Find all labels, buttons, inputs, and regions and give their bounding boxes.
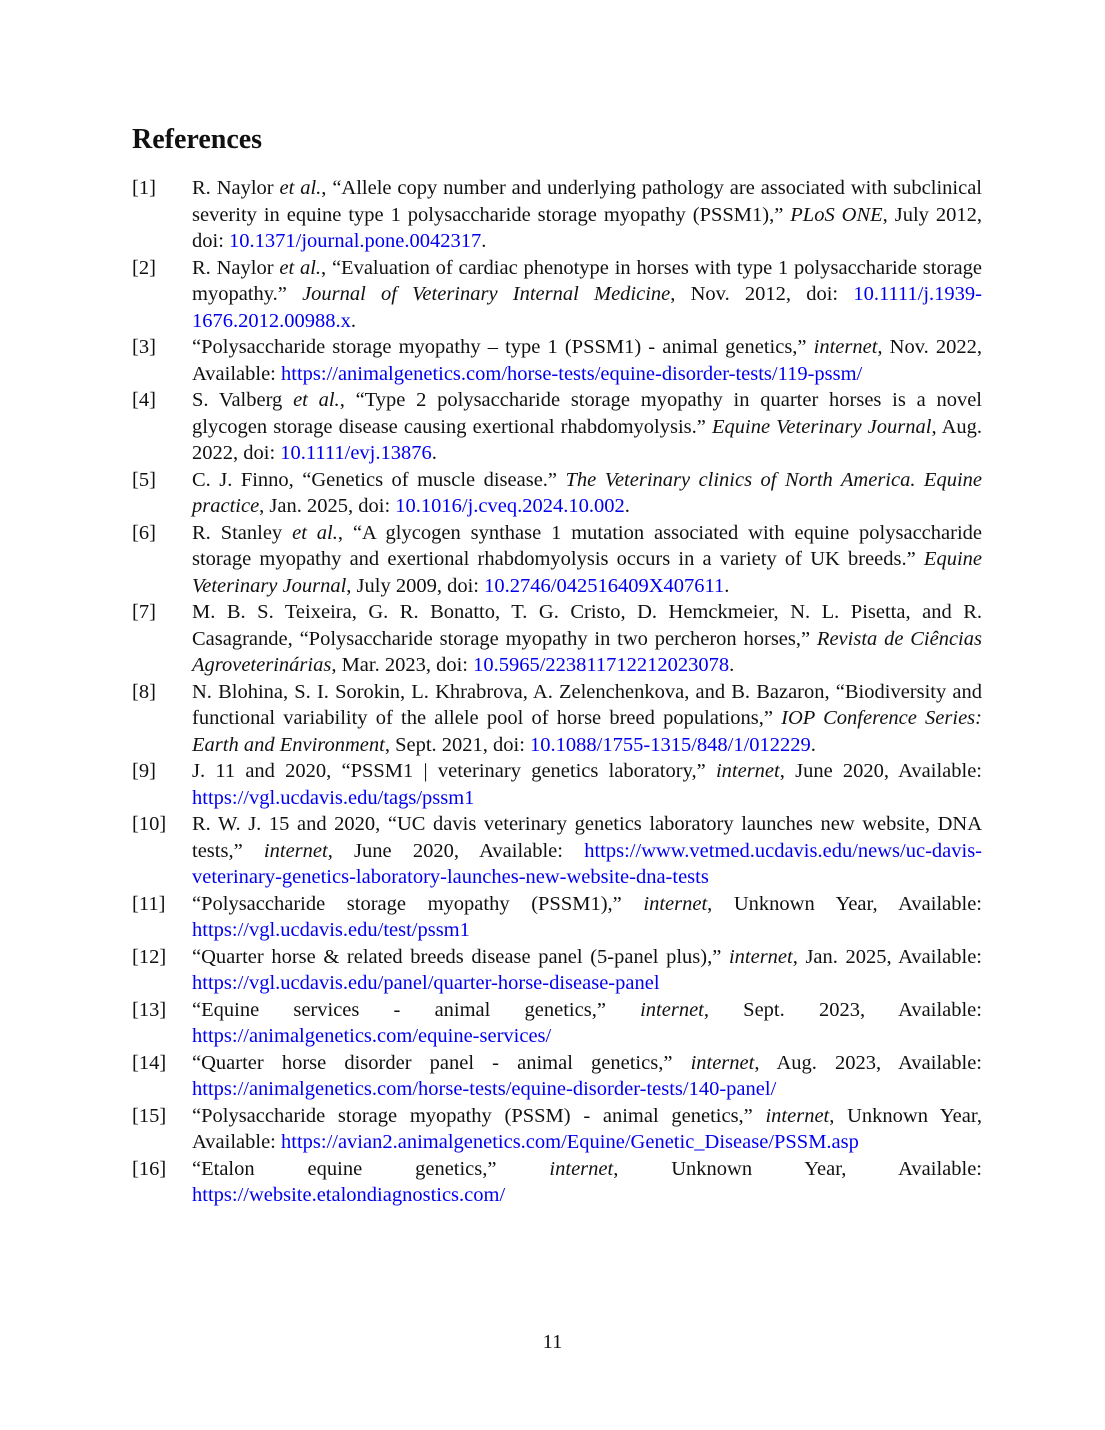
references-list <box>132 175 982 1209</box>
reference-label: [12] <box>132 945 167 968</box>
doi-link[interactable]: 10.1111/evj.13876 <box>280 442 432 465</box>
text-segment: , June 2020, Available: <box>779 760 982 783</box>
reference-label: [5] <box>132 468 156 491</box>
text-segment: , Jan. 2025, doi: <box>259 495 396 518</box>
text-segment: R. Naylor <box>192 177 280 200</box>
italic-text-segment: IOP Conference Series: Earth and Environment <box>192 707 982 756</box>
reference-text <box>192 601 982 676</box>
reference-text <box>192 1158 982 1207</box>
italic-text-segment: Journal of Veterinary Internal Medicine <box>302 283 671 306</box>
reference-entry <box>132 679 982 759</box>
url-link[interactable]: https://vgl.ucdavis.edu/test/pssm1 <box>192 919 470 942</box>
italic-text-segment: The Veterinary clinics of North America. Equine practice <box>192 468 982 518</box>
reference-text <box>192 469 982 518</box>
reference-entry <box>132 1103 982 1156</box>
italic-text-segment: et al. <box>293 389 340 412</box>
italic-text-segment: internet <box>690 1051 755 1074</box>
reference-entry <box>132 997 982 1050</box>
url-link[interactable]: https://animalgenetics.com/horse-tests/equine-disorder-tests/140-panel/ <box>192 1078 777 1101</box>
text-segment: R. W. J. 15 and 2020, “UC davis veterinary genetics laboratory launches new website, DNA tests,” <box>192 813 982 862</box>
text-segment: , Sept. 2023, Available: <box>703 998 982 1021</box>
text-segment: . <box>729 654 735 677</box>
text-segment: . <box>350 309 356 332</box>
reference-text <box>192 336 982 385</box>
reference-entry <box>132 891 982 944</box>
italic-text-segment: internet <box>640 998 704 1021</box>
italic-text-segment: et al. <box>279 177 322 200</box>
doi-link[interactable]: 10.1016/j.cveq.2024.10.002 <box>395 495 625 518</box>
reference-label: [14] <box>132 1051 167 1074</box>
reference-label: [15] <box>132 1104 167 1127</box>
text-segment: C. J. Finno, “Genetics of muscle disease.” <box>192 468 566 491</box>
text-segment: , Unknown Year, Available: <box>613 1157 982 1180</box>
italic-text-segment: internet <box>549 1157 614 1180</box>
italic-text-segment: internet <box>715 760 780 783</box>
reference-text <box>192 389 982 464</box>
text-segment: , July 2009, doi: <box>346 574 485 597</box>
text-segment: , “A glycogen synthase 1 mutation associated with equine polysaccharide storage myopathy and exertional rhabdomyolysis occurs in a variety of UK breeds.” <box>192 521 982 571</box>
url-link[interactable]: https://website.etalondiagnostics.com/ <box>192 1184 506 1207</box>
italic-text-segment: internet <box>813 336 878 359</box>
reference-text <box>192 1105 982 1154</box>
reference-text <box>192 999 982 1048</box>
doi-link[interactable]: 10.2746/042516409X407611 <box>484 574 725 597</box>
text-segment: . <box>481 230 487 253</box>
text-segment: R. Naylor <box>192 256 280 279</box>
text-segment: , June 2020, Available: <box>327 839 585 862</box>
text-segment: , Nov. 2022, Available: <box>192 336 982 385</box>
reference-entry <box>132 520 982 600</box>
reference-text <box>192 257 982 332</box>
text-segment: N. Blohina, S. I. Sorokin, L. Khrabrova, A. Zelenchenkova, and B. Bazaron, “Biodiversity and functional variability of the allele pool of horse breed populations,” <box>192 680 982 730</box>
text-segment: S. Valberg <box>192 389 294 412</box>
reference-entry <box>132 255 982 335</box>
page-content <box>132 124 982 1209</box>
doi-link[interactable]: 10.1111/j.1939-1676.2012.00988.x <box>192 283 982 332</box>
reference-text <box>192 813 982 888</box>
reference-text <box>192 522 982 597</box>
text-segment: . <box>724 574 730 597</box>
italic-text-segment: et al. <box>279 256 322 279</box>
reference-label: [6] <box>132 521 156 544</box>
url-link[interactable]: https://animalgenetics.com/horse-tests/equine-disorder-tests/119-pssm/ <box>281 362 863 385</box>
text-segment: “Polysaccharide storage myopathy – type 1 (PSSM1) - animal genetics,” <box>192 336 814 359</box>
doi-link[interactable]: 10.1371/journal.pone.0042317 <box>229 230 482 253</box>
reference-entry <box>132 175 982 255</box>
text-segment: “Quarter horse disorder panel - animal genetics,” <box>192 1051 691 1074</box>
text-segment: , Aug. 2022, doi: <box>192 415 983 465</box>
text-segment: . <box>431 442 437 465</box>
reference-label: [3] <box>132 336 156 359</box>
url-link[interactable]: https://avian2.animalgenetics.com/Equine/Genetic_Disease/PSSM.asp <box>281 1131 859 1154</box>
text-segment: , Unknown Year, Available: <box>707 892 982 915</box>
reference-entry <box>132 387 982 467</box>
reference-label: [7] <box>132 601 156 624</box>
reference-entry <box>132 758 982 811</box>
reference-entry <box>132 811 982 891</box>
text-segment: , Mar. 2023, doi: <box>331 654 474 677</box>
text-segment: “Polysaccharide storage myopathy (PSSM) - animal genetics,” <box>192 1104 766 1127</box>
italic-text-segment: internet <box>765 1104 830 1127</box>
reference-label: [2] <box>132 256 156 279</box>
reference-label: [9] <box>132 760 156 783</box>
reference-entry <box>132 1156 982 1209</box>
reference-label: [4] <box>132 389 156 412</box>
reference-text <box>192 1052 982 1101</box>
italic-text-segment: et al. <box>292 521 338 544</box>
text-segment: M. B. S. Teixeira, G. R. Bonatto, T. G. Cristo, D. Hemckmeier, N. L. Pisetta, and R. Casagrande, “Polysaccharide storage myopathy in two percheron horses,” <box>192 601 982 650</box>
url-link[interactable]: https://www.vetmed.ucdavis.edu/news/uc-davis-veterinary-genetics-laboratory-launches-new-website-dna-tests <box>192 839 983 889</box>
reference-entry <box>132 1050 982 1103</box>
reference-label: [11] <box>132 892 166 915</box>
italic-text-segment: internet <box>263 839 328 862</box>
italic-text-segment: Equine Veterinary Journal <box>712 415 932 438</box>
text-segment: , “Type 2 polysaccharide storage myopathy in quarter horses is a novel glycogen storage disease causing exertional rhabdomyolysis.” <box>192 389 982 438</box>
reference-text <box>192 946 982 995</box>
text-segment: R. Stanley <box>192 521 293 544</box>
text-segment: , “Allele copy number and underlying pathology are associated with subclinical severity in equine type 1 polysaccharide storage myopathy (PSSM1),” <box>192 177 982 226</box>
text-segment: “Quarter horse & related breeds disease panel (5-panel plus),” <box>192 945 729 968</box>
italic-text-segment: PLoS ONE <box>790 203 883 226</box>
italic-text-segment: internet <box>728 945 793 968</box>
url-link[interactable]: https://vgl.ucdavis.edu/panel/quarter-horse-disease-panel <box>192 972 660 995</box>
page-number: 11 <box>542 1331 563 1353</box>
italic-text-segment: Equine Veterinary Journal <box>192 548 982 597</box>
reference-entry <box>132 944 982 997</box>
reference-entry <box>132 599 982 679</box>
text-segment: . <box>810 733 816 756</box>
text-segment: “Polysaccharide storage myopathy (PSSM1),” <box>192 892 644 915</box>
text-segment: , Jan. 2025, Available: <box>792 945 982 968</box>
reference-entry <box>132 467 982 520</box>
url-link[interactable]: https://vgl.ucdavis.edu/tags/pssm1 <box>192 786 475 809</box>
text-segment: . <box>624 495 630 518</box>
italic-text-segment: internet <box>643 892 708 915</box>
reference-label: [10] <box>132 813 167 836</box>
reference-text <box>192 760 982 809</box>
reference-label: [8] <box>132 680 156 703</box>
reference-text <box>192 681 982 756</box>
references-heading: References <box>132 124 263 155</box>
text-segment: , July 2012, doi: <box>192 203 982 253</box>
reference-label: [1] <box>132 177 156 200</box>
reference-label: [13] <box>132 998 167 1021</box>
reference-text <box>192 177 982 252</box>
text-segment: “Equine services - animal genetics,” <box>192 998 641 1021</box>
reference-entry <box>132 334 982 387</box>
reference-text <box>192 893 982 942</box>
text-segment: , Sept. 2021, doi: <box>384 733 531 756</box>
reference-label: [16] <box>132 1157 167 1180</box>
doi-link[interactable]: 10.5965/223811712212023078 <box>473 654 730 677</box>
text-segment: , Aug. 2023, Available: <box>754 1051 982 1074</box>
text-segment: J. 11 and 2020, “PSSM1 | veterinary genetics laboratory,” <box>192 760 716 783</box>
text-segment: , Unknown Year, Available: <box>192 1104 982 1154</box>
italic-text-segment: Revista de Ciências Agroveterinárias <box>192 627 982 677</box>
text-segment: , “Evaluation of cardiac phenotype in horses with type 1 polysaccharide storage myopathy.” <box>192 256 982 306</box>
text-segment: “Etalon equine genetics,” <box>192 1157 550 1180</box>
url-link[interactable]: https://animalgenetics.com/equine-services/ <box>192 1025 552 1048</box>
text-segment: , Nov. 2012, doi: <box>670 283 854 306</box>
doi-link[interactable]: 10.1088/1755-1315/848/1/012229 <box>530 733 811 756</box>
